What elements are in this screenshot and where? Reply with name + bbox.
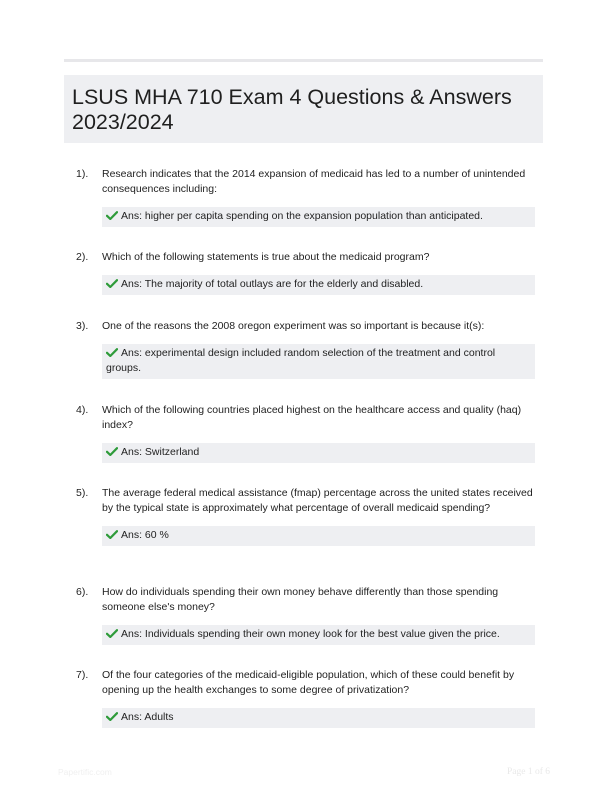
qa-item-7: [76, 668, 536, 728]
answer-text: Ans: Adults: [121, 711, 174, 723]
check-icon: [106, 629, 118, 638]
check-icon: [106, 712, 118, 721]
top-divider: [64, 59, 543, 62]
answer-text: Ans: experimental design included random selection of the treatment and control groups.: [106, 347, 496, 374]
title-banner: [64, 75, 543, 143]
question-text: Of the four categories of the medicaid-eligible population, which of these could benefit by opening up the health exchanges to some degree of privatization?: [102, 669, 515, 696]
question-text: The average federal medical assistance (fmap) percentage across the united states received by the typical state is approximately what percentage of overall medicaid spending?: [102, 487, 533, 514]
question-text: Which of the following statements is true about the medicaid program?: [102, 251, 430, 263]
question-number: 7).: [76, 669, 89, 681]
check-icon: [106, 348, 118, 357]
check-icon: [106, 530, 118, 539]
answer-text: Ans: higher per capita spending on the expansion population than anticipated.: [121, 210, 483, 222]
answer-text: Ans: Individuals spending their own money look for the best value given the price.: [121, 628, 500, 640]
question-number: 3).: [76, 320, 89, 332]
footer-watermark: Papertific.com: [58, 767, 112, 777]
page-title: LSUS MHA 710 Exam 4 Questions & Answers 2023/2024: [72, 85, 512, 134]
question-number: 2).: [76, 251, 89, 263]
answer-box: [102, 207, 535, 227]
answer-box: [102, 275, 535, 295]
answer-text: Ans: Switzerland: [121, 446, 200, 458]
question-number: 5).: [76, 487, 89, 499]
answer-text: Ans: 60 %: [121, 529, 169, 541]
check-icon: [106, 279, 118, 288]
question-text: One of the reasons the 2008 oregon experiment was so important is because it(s):: [102, 320, 485, 332]
qa-item-3: [76, 319, 536, 379]
answer-box: [102, 526, 535, 546]
qa-item-4: [76, 403, 536, 463]
check-icon: [106, 211, 118, 220]
question-number: 4).: [76, 404, 89, 416]
question-number: 6).: [76, 586, 89, 598]
question-number: 1).: [76, 168, 89, 180]
qa-item-1: [76, 167, 536, 227]
answer-box: [102, 443, 535, 463]
question-text: Which of the following countries placed highest on the healthcare access and quality (haq) index?: [102, 404, 522, 431]
question-text: How do individuals spending their own money behave differently than those spending someone else's money?: [102, 586, 499, 613]
check-icon: [106, 447, 118, 456]
answer-box: [102, 708, 535, 728]
answer-box: [102, 625, 535, 645]
qa-item-6: [76, 585, 536, 645]
qa-item-2: [76, 250, 536, 295]
answer-text: Ans: The majority of total outlays are for the elderly and disabled.: [121, 278, 424, 290]
question-text: Research indicates that the 2014 expansion of medicaid has led to a number of unintended consequences including:: [102, 168, 526, 195]
page-number: Page 1 of 6: [506, 767, 550, 777]
answer-box: [102, 344, 535, 379]
qa-item-5: [76, 486, 536, 546]
